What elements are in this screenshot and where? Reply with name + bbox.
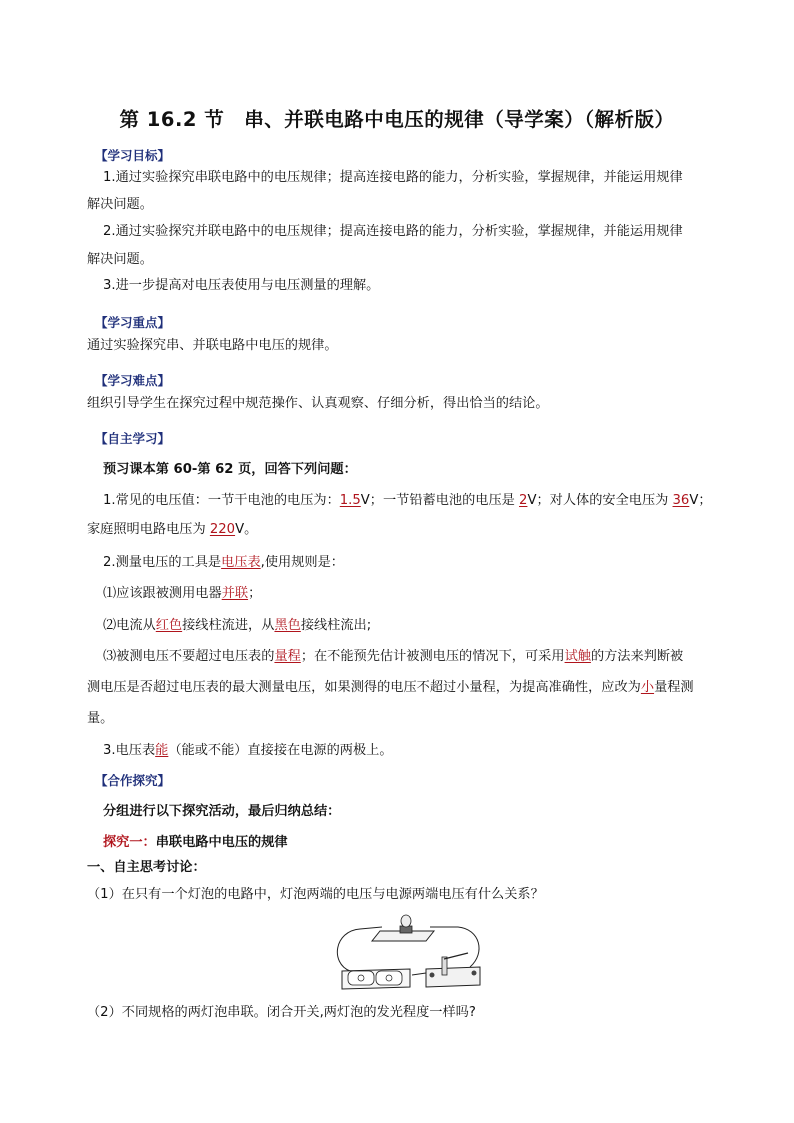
coop-question-1: （1）在只有一个灯泡的电路中，灯泡两端的电压与电源两端电压有什么关系？ bbox=[87, 887, 544, 902]
rule2-text-3: 接线柱流出; bbox=[300, 618, 372, 633]
page-title: 第 16.2 节 串、并联电路中电压的规律（导学案）（解析版） bbox=[119, 108, 675, 131]
switch-post bbox=[442, 957, 447, 975]
wire-middle bbox=[412, 973, 426, 975]
explore-1-heading bbox=[103, 833, 724, 853]
q3-text-2: （能或不能）直接接在电源的两极上。 bbox=[168, 743, 393, 758]
rule3-answer-3: 小 bbox=[640, 680, 655, 695]
switch-lever bbox=[444, 953, 468, 959]
rule3-text-4: 测电压是否超过电压表的最大测量电压，如果测得的电压不超过小量程，为提高准确性，应改为 bbox=[87, 680, 641, 695]
switch-terminal-2 bbox=[472, 971, 477, 976]
q1-text-5: 家庭照明电路电压为 bbox=[87, 522, 210, 537]
q2-rule-3-b bbox=[87, 678, 724, 698]
q1-text-1: 1.常见的电压值：一节干电池的电压为： bbox=[103, 493, 340, 508]
q1-text-2: V；一节铅蓄电池的电压是 bbox=[360, 493, 520, 508]
goal-2-line-b: 解决问题。 bbox=[87, 252, 153, 267]
rule3-text-2: ；在不能预先估计被测电压的情况下，可采用 bbox=[300, 649, 565, 664]
battery-cell-1 bbox=[348, 971, 374, 985]
q1-answer-2: 2 bbox=[519, 493, 528, 508]
q2-rule-3-c: 量。 bbox=[87, 711, 114, 726]
rule1-answer: 并联 bbox=[221, 586, 249, 601]
goal-2-line-a: 2.通过实验探究并联电路中的电压规律；提高连接电路的能力，分析实验，掌握规律，并能运用规律 bbox=[103, 224, 683, 239]
q1-answer-1: 1.5 bbox=[339, 493, 361, 508]
goal-3: 3.进一步提高对电压表使用与电压测量的理解。 bbox=[103, 278, 380, 293]
rule2-answer-2: 黑色 bbox=[274, 618, 301, 633]
discussion-heading: 一、自主思考讨论： bbox=[87, 860, 206, 875]
section-key: 【学习重点】 bbox=[95, 315, 171, 330]
explore-1-title: 串联电路中电压的规律 bbox=[155, 835, 288, 850]
rule1-text-2: ； bbox=[248, 586, 262, 601]
battery-cell-2 bbox=[376, 971, 402, 985]
rule3-text-3: 的方法来判断被 bbox=[590, 649, 684, 664]
q2-answer-1: 电压表 bbox=[221, 555, 261, 570]
rule2-text-2: 接线柱流进，从 bbox=[182, 618, 275, 633]
q2-text-2: ,使用规则是： bbox=[260, 555, 344, 570]
q1-text-6: V。 bbox=[235, 522, 258, 537]
wire-left bbox=[337, 927, 382, 971]
goal-1-line-a: 1.通过实验探究串联电路中的电压规律；提高连接电路的能力，分析实验，掌握规律，并能运用规律 bbox=[103, 170, 683, 185]
coop-intro: 分组进行以下探究活动，最后归纳总结： bbox=[103, 804, 341, 819]
rule3-text-5: 量程测 bbox=[654, 680, 694, 695]
q2-rule-1 bbox=[103, 584, 724, 604]
switch-board bbox=[426, 967, 480, 987]
q1-line-a bbox=[103, 491, 724, 511]
explore-1-prefix: 探究一： bbox=[103, 835, 156, 850]
key-text: 通过实验探究串、并联电路中电压的规律。 bbox=[87, 338, 338, 353]
section-coop: 【合作探究】 bbox=[95, 773, 171, 788]
switch-terminal-1 bbox=[430, 973, 435, 978]
q2-rule-2 bbox=[103, 616, 724, 636]
rule2-text-1: ⑵电流从 bbox=[103, 618, 156, 633]
q1-line-b bbox=[87, 520, 724, 540]
circuit-diagram bbox=[330, 913, 490, 997]
q1-text-4: V； bbox=[689, 493, 712, 508]
q3-answer: 能 bbox=[155, 743, 169, 758]
q1-answer-3: 36 bbox=[672, 493, 690, 508]
q3-line bbox=[103, 741, 724, 761]
rule1-text-1: ⑴应该跟被测用电器 bbox=[103, 586, 222, 601]
coop-question-2: （2）不同规格的两灯泡串联。闭合开关,两灯泡的发光程度一样吗? bbox=[87, 1005, 476, 1020]
goal-1-line-b: 解决问题。 bbox=[87, 197, 153, 212]
q1-answer-4: 220 bbox=[209, 522, 236, 537]
difficulty-text: 组织引导学生在探究过程中规范操作、认真观察、仔细分析，得出恰当的结论。 bbox=[87, 396, 549, 411]
self-study-intro: 预习课本第 60-第 62 页，回答下列问题： bbox=[103, 462, 357, 477]
q2-text-1: 2.测量电压的工具是 bbox=[103, 555, 222, 570]
q3-text-1: 3.电压表 bbox=[103, 743, 156, 758]
section-goals: 【学习目标】 bbox=[95, 148, 171, 163]
rule3-answer-2: 试触 bbox=[564, 649, 591, 664]
q1-text-3: V；对人体的安全电压为 bbox=[527, 493, 673, 508]
bulb-icon bbox=[401, 915, 411, 927]
rule3-answer-1: 量程 bbox=[274, 649, 301, 664]
rule2-answer-1: 红色 bbox=[155, 618, 183, 633]
rule3-text-1: ⑶被测电压不要超过电压表的 bbox=[103, 649, 275, 664]
section-difficulty: 【学习难点】 bbox=[95, 373, 171, 388]
section-self-study: 【自主学习】 bbox=[95, 431, 171, 446]
q2-rule-3-a bbox=[103, 647, 724, 667]
q2-line bbox=[103, 553, 724, 573]
wire-right bbox=[430, 927, 479, 967]
